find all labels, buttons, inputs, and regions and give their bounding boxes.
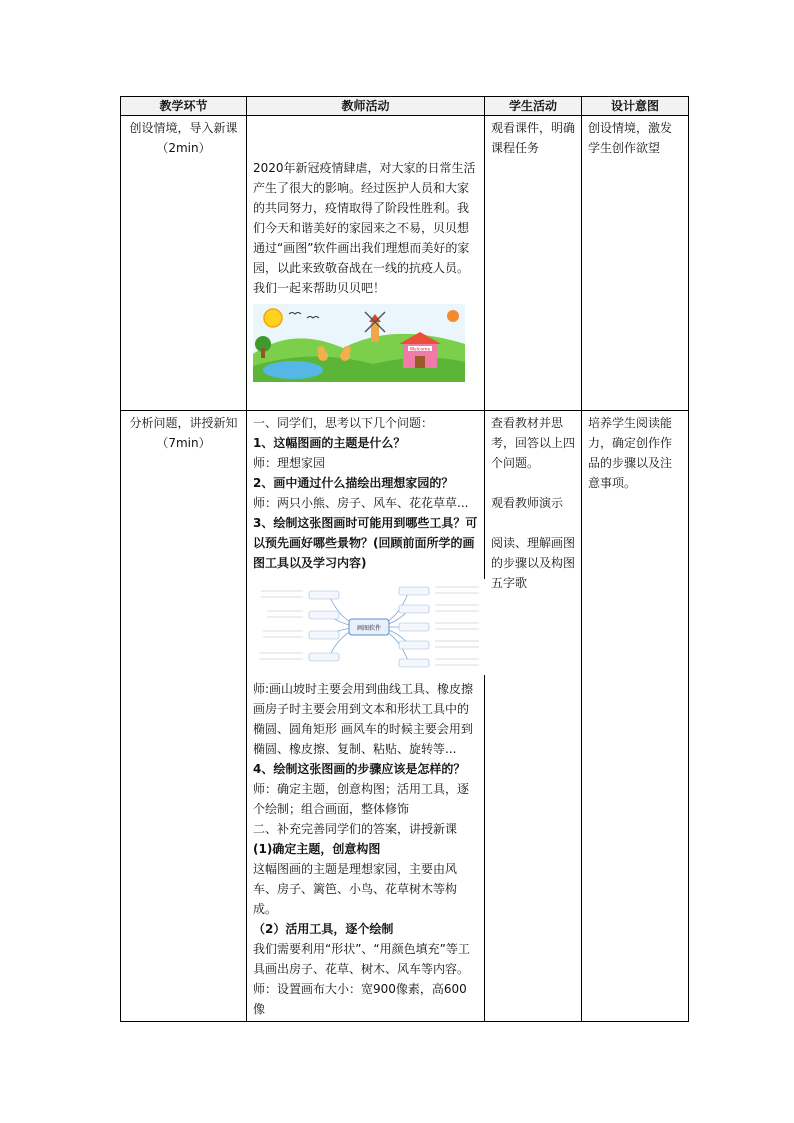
student-text-1: 查看教材并思考，回答以上四个问题。 <box>491 416 576 470</box>
intent-text: 培养学生阅读能力，确定创作作品的步骤以及注意事项。 <box>588 416 673 490</box>
phase-time: （7min） <box>156 436 211 450</box>
intent-cell <box>582 411 689 1022</box>
header-intent: 设计意图 <box>582 97 689 116</box>
question-1: 1、这幅图画的主题是什么？ <box>253 436 406 450</box>
question-2: 2、画中通过什么描绘出理想家园的？ <box>253 476 454 490</box>
landscape-illustration <box>253 304 465 382</box>
intent-cell <box>582 116 689 411</box>
answer-3: 师:画山坡时主要会用到曲线工具、橡皮擦画房子时主要会用到文本和形状工具中的椭圆、圆角矩形 画风车的时候主要会用到椭圆、橡皮擦、复制、粘贴、旋转等... <box>253 682 474 756</box>
teacher-text: 2020年新冠疫情肆虐，对大家的日常生活产生了很大的影响。经过医护人员和大家的共同努力，疫情取得了阶段性胜利。我们今天和谐美好的家园来之不易，贝贝想通过“画图”软件画出我们理想而美好的家园，以此来致敬奋战在一线的抗疫人员。我们一起来帮助贝贝吧！ <box>253 161 476 295</box>
step-1-title: (1)确定主题，创意构图 <box>253 842 381 856</box>
table-row <box>121 116 689 411</box>
intro-line: 一、同学们，思考以下几个问题： <box>253 416 434 430</box>
phase-cell <box>121 116 247 411</box>
header-phase: 教学环节 <box>121 97 247 116</box>
phase-label: 分析问题，讲授新知 <box>129 416 238 430</box>
student-text-2: 观看教师演示 <box>491 496 564 510</box>
phase-label: 创设情境，导入新课 <box>129 121 238 135</box>
section-2-heading: 二、补充完善同学们的答案，讲授新课 <box>253 822 458 836</box>
header-student: 学生活动 <box>485 97 582 116</box>
student-cell <box>485 411 582 1022</box>
header-teacher: 教师活动 <box>247 97 485 116</box>
step-2-last-line: 师：设置画布大小：宽900像素，高600像 <box>253 982 467 1016</box>
student-text: 观看课件，明确课程任务 <box>491 121 576 155</box>
phase-time: （2min） <box>156 141 211 155</box>
answer-4: 师：确定主题，创意构图；活用工具，逐个绘制；组合画面，整体修饰 <box>253 782 470 816</box>
lesson-plan-table <box>120 96 689 1022</box>
mindmap-center: 画图软件 <box>356 625 382 632</box>
student-text-3: 阅读、理解画图的步骤以及构图五字歌 <box>491 536 576 590</box>
table-row <box>121 411 689 1022</box>
question-3: 3、绘制这张图画时可能用到哪些工具？可以预先画好哪些景物？(回顾前面所学的画图工具以及学习内容) <box>253 516 478 570</box>
phase-cell <box>121 411 247 1022</box>
step-2-title: （2）活用工具，逐个绘制 <box>253 922 394 936</box>
intent-text: 创设情境，激发学生创作欲望 <box>588 121 673 155</box>
question-4: 4、绘制这张图画的步骤应该是怎样的？ <box>253 762 466 776</box>
teacher-cell <box>247 116 485 411</box>
welcome-sign: Welcome <box>409 347 431 353</box>
mindmap-diagram <box>253 579 485 675</box>
header-row <box>121 97 689 116</box>
student-cell <box>485 116 582 411</box>
answer-2: 师：两只小熊、房子、风车、花花草草... <box>253 496 469 510</box>
step-1-text: 这幅图画的主题是理想家园，主要由风车、房子、篱笆、小鸟、花草树木等构成。 <box>253 862 458 916</box>
answer-1: 师：理想家园 <box>253 456 326 470</box>
step-2-text: 我们需要利用“形状”、“用颜色填充”等工具画出房子、花草、树木、风车等内容。 <box>253 942 470 976</box>
teacher-cell <box>247 411 485 1022</box>
